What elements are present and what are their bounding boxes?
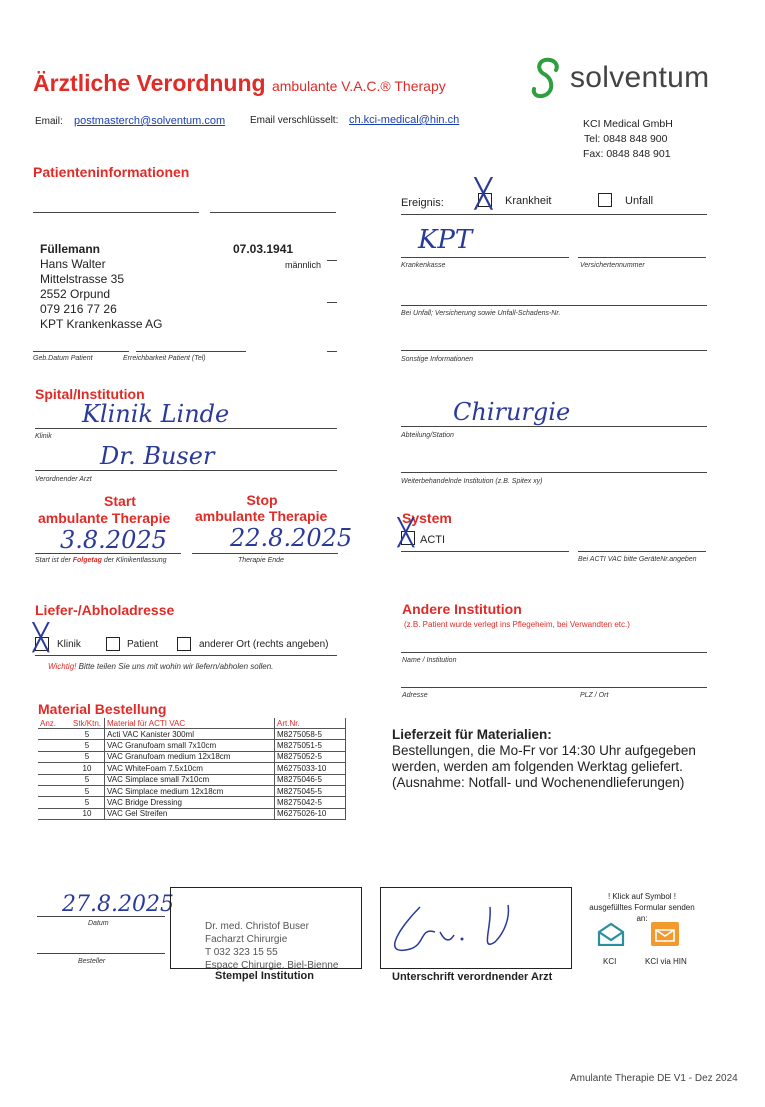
material-qty-cell[interactable] xyxy=(38,740,70,751)
material-row xyxy=(38,729,346,740)
other-info-label: Sonstige Informationen xyxy=(401,356,473,363)
material-qty-cell[interactable] xyxy=(38,797,70,808)
material-qty-cell[interactable] xyxy=(38,774,70,785)
stamp-line-1: Dr. med. Christof Buser xyxy=(205,921,309,932)
material-pack-cell: 5 xyxy=(70,740,105,751)
start-title-2: ambulante Therapie xyxy=(38,510,171,526)
delivery-other-label: anderer Ort (rechts angeben) xyxy=(199,639,329,650)
stamp-label: Stempel Institution xyxy=(215,970,314,982)
material-pack-cell: 5 xyxy=(70,797,105,808)
insured-no-label: Versichertennummer xyxy=(580,262,645,269)
material-qty-cell[interactable] xyxy=(38,729,70,740)
start-note: Start ist der Folgetag der Klinikentlassung xyxy=(35,557,167,564)
acti-note: Bei ACTI VAC bitte GeräteNr.angeben xyxy=(578,556,697,563)
send-instructions xyxy=(583,891,701,924)
stop-title-2: ambulante Therapie xyxy=(195,508,328,524)
other-inst-name-label: Name / Institution xyxy=(402,657,457,664)
material-art-cell: M6275033-10 xyxy=(275,763,346,774)
send-instructions-1: ! Klick auf Symbol ! xyxy=(607,892,677,901)
dob-label: Geb.Datum Patient xyxy=(33,355,93,362)
orderer-label: Besteller xyxy=(78,958,106,965)
stamp-line-2: Facharzt Chirurgie xyxy=(205,934,288,945)
kci-envelope-icon xyxy=(597,922,625,946)
delivery-time-line-3: (Ausnahme: Notfall- und Wochenendlieferungen) xyxy=(392,775,685,790)
material-table xyxy=(38,718,346,820)
material-name-cell: VAC Simplace medium 12x18cm xyxy=(105,785,275,796)
company-contact xyxy=(583,117,673,162)
material-pack-cell: 5 xyxy=(70,785,105,796)
accident-label: Unfall xyxy=(625,195,654,207)
other-inst-plz-label: PLZ / Ort xyxy=(580,692,609,699)
stamp-line-3: T 032 323 15 55 xyxy=(205,947,278,958)
email-link[interactable]: postmasterch@solventum.com xyxy=(74,115,226,127)
accident-checkbox[interactable] xyxy=(598,193,612,207)
accident-info-label: Bei Unfall; Versicherung sowie Unfall-Schadens-Nr. xyxy=(401,310,561,317)
material-name-cell: VAC Simplace small 7x10cm xyxy=(105,774,275,785)
material-pack-cell: 5 xyxy=(70,751,105,762)
material-row xyxy=(38,763,346,774)
delivery-patient-label: Patient xyxy=(127,639,159,650)
other-inst-note: (z.B. Patient wurde verlegt ins Pflegeheim, bei Verwandten etc.) xyxy=(404,620,630,629)
form-version: Amulante Therapie DE V1 - Dez 2024 xyxy=(570,1073,738,1084)
company-name: KCI Medical GmbH xyxy=(583,118,673,130)
material-name-cell: Acti VAC Kanister 300ml xyxy=(105,729,275,740)
material-row xyxy=(38,785,346,796)
material-name-cell: VAC Bridge Dressing xyxy=(105,797,275,808)
form-title: Ärztliche Verordnung ambulante V.A.C.® Therapy xyxy=(33,70,446,96)
clinic-label: Klinik xyxy=(35,433,52,440)
material-section-title: Material Bestellung xyxy=(38,701,167,717)
delivery-time-line-2: werden, werden am folgenden Werktag geliefert. xyxy=(392,759,683,774)
other-inst-address-label: Adresse xyxy=(402,692,428,699)
delivery-time-line-1: Bestellungen, die Mo-Fr vor 14:30 Uhr aufgegeben xyxy=(392,743,696,758)
send-kci-hin-button[interactable] xyxy=(651,922,679,946)
patient-section-title: Patienteninformationen xyxy=(33,164,190,180)
illness-check-mark: ╳ xyxy=(475,177,492,210)
dept-label: Abteilung/Station xyxy=(401,432,454,439)
material-name-cell: VAC Granufoam medium 12x18cm xyxy=(105,751,275,762)
company-fax: Fax: 0848 848 901 xyxy=(583,148,671,160)
system-section-title: System xyxy=(402,510,452,526)
solventum-logo-icon xyxy=(528,56,564,100)
patient-address-block xyxy=(40,242,163,332)
col-qty: Anz. xyxy=(38,718,70,729)
delivery-time-title: Lieferzeit für Materialien: xyxy=(392,727,552,742)
delivery-note: Wichtig! Bitte teilen Sie uns mit wohin wir liefern/abholen sollen. xyxy=(48,662,274,671)
signature-label: Unterschrift verordnender Arzt xyxy=(392,971,553,983)
send-kci-button[interactable] xyxy=(597,922,625,951)
doctor-label: Verordnender Arzt xyxy=(35,476,92,483)
material-name-cell: VAC Granufoam small 7x10cm xyxy=(105,740,275,751)
acti-check-mark: ╳ xyxy=(398,518,414,548)
form-subtitle: ambulante V.A.C.® Therapy xyxy=(271,78,446,94)
doctor-signature xyxy=(380,887,572,969)
brand-name: solventum xyxy=(570,61,710,94)
material-table-header xyxy=(38,718,346,729)
material-row xyxy=(38,797,346,808)
material-pack-cell: 10 xyxy=(70,763,105,774)
material-art-cell: M8275046-5 xyxy=(275,774,346,785)
clinic-handwritten: Klinik Linde xyxy=(82,400,230,428)
patient-insurance: KPT Krankenkasse AG xyxy=(40,317,163,331)
kci-label: KCI xyxy=(603,957,617,966)
col-artnr: Art.Nr. xyxy=(275,718,346,729)
start-date-handwritten: 3.8.2025 xyxy=(60,526,167,554)
col-material: Material für ACTI VAC xyxy=(105,718,275,729)
start-title-1: Start xyxy=(104,493,136,509)
material-art-cell: M8275051-5 xyxy=(275,740,346,751)
insurer-label: Krankenkasse xyxy=(401,262,446,269)
material-row xyxy=(38,740,346,751)
material-name-cell: VAC Gel Streifen xyxy=(105,808,275,819)
patient-phone: 079 216 77 26 xyxy=(40,302,117,316)
kci-hin-label: KCI via HIN xyxy=(645,957,687,966)
kci-hin-envelope-icon xyxy=(651,922,679,946)
patient-dob: 07.03.1941 xyxy=(233,242,294,256)
delivery-other-checkbox[interactable] xyxy=(177,637,191,651)
stop-date-handwritten: 22.8.2025 xyxy=(230,524,353,552)
material-name-cell: VAC WhiteFoam 7.5x10cm xyxy=(105,763,275,774)
material-qty-cell[interactable] xyxy=(38,751,70,762)
brand-logo xyxy=(528,56,709,100)
material-qty-cell[interactable] xyxy=(38,763,70,774)
stamp-line-4: Espace Chirurgie, Biel-Bienne xyxy=(205,960,339,971)
material-qty-cell[interactable] xyxy=(38,785,70,796)
patient-city: 2552 Orpund xyxy=(40,287,111,301)
material-art-cell: M8275045-5 xyxy=(275,785,346,796)
email-encrypted-label: Email verschlüsselt: xyxy=(250,115,339,126)
illness-label: Krankheit xyxy=(505,195,552,207)
material-pack-cell: 5 xyxy=(70,729,105,740)
company-tel: Tel: 0848 848 900 xyxy=(584,133,668,145)
patient-firstname: Hans Walter xyxy=(40,257,106,271)
further-inst-label: Weiterbehandelnde Institution (z.B. Spitex xy) xyxy=(401,478,543,485)
event-label: Ereignis: xyxy=(401,197,444,209)
material-art-cell: M8275052-5 xyxy=(275,751,346,762)
material-qty-cell[interactable] xyxy=(38,808,70,819)
material-row xyxy=(38,808,346,819)
material-art-cell: M8275042-5 xyxy=(275,797,346,808)
email-label: Email: xyxy=(35,116,63,127)
stop-label: Therapie Ende xyxy=(238,557,284,564)
stamp-content xyxy=(205,920,338,972)
send-instructions-2: ausgefülltes Formular senden an: xyxy=(589,903,695,923)
patient-street: Mittelstrasse 35 xyxy=(40,272,125,286)
delivery-clinic-label: Klinik xyxy=(57,639,81,650)
material-art-cell: M6275026-10 xyxy=(275,808,346,819)
delivery-patient-checkbox[interactable] xyxy=(106,637,120,651)
doctor-handwritten: Dr. Buser xyxy=(100,442,215,470)
insurer-handwritten: KPT xyxy=(418,225,473,255)
other-inst-section-title: Andere Institution xyxy=(402,601,522,617)
material-art-cell: M8275058-5 xyxy=(275,729,346,740)
patient-sex: männlich xyxy=(285,260,322,270)
patient-lastname: Füllemann xyxy=(40,242,101,256)
delivery-time-block xyxy=(392,727,696,791)
acti-label: ACTI xyxy=(420,534,446,546)
material-pack-cell: 5 xyxy=(70,774,105,785)
date-handwritten: 27.8.2025 xyxy=(62,892,174,917)
spital-section-title: Spital/Institution xyxy=(35,386,145,402)
col-pack: Stk/Ktn. xyxy=(70,718,105,729)
email-encrypted-link[interactable]: ch.kci-medical@hin.ch xyxy=(349,114,460,126)
delivery-clinic-check-mark: ╳ xyxy=(33,623,49,653)
stop-title-1: Stop xyxy=(246,492,278,508)
reach-label: Erreichbarkeit Patient (Tel) xyxy=(123,355,206,362)
material-pack-cell: 10 xyxy=(70,808,105,819)
dept-handwritten: Chirurgie xyxy=(453,398,571,426)
delivery-section-title: Liefer-/Abholadresse xyxy=(35,602,175,618)
date-label: Datum xyxy=(88,920,109,927)
material-row xyxy=(38,774,346,785)
material-row xyxy=(38,751,346,762)
